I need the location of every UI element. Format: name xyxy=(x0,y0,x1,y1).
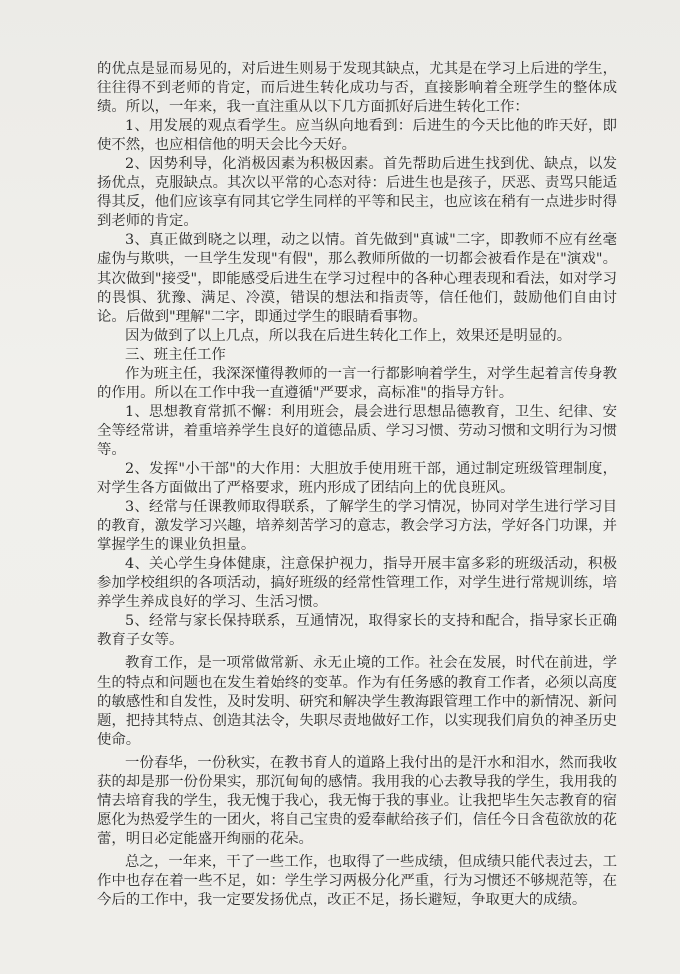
paragraph-item-3: 3、经常与任课教师取得联系，了解学生的学习情况，协同对学生进行学习目的教育，激发学习兴趣，培养刻苦学习的意志，教会学习方法，学好各门功课，并掌握学生的课业负担量。 xyxy=(97,499,617,554)
paragraph-item-5: 5、经常与家长保持联系，互通情况，取得家长的支持和配合，指导家长正确教育子女等。 xyxy=(97,613,617,649)
section-heading-3: 三、班主任工作 xyxy=(125,346,226,363)
paragraph-item-2: 2、发挥"小干部"的大作用：大胆放手使用班干部，通过制定班级管理制度，对学生各方面做出了严格要求，班内形成了团结向上的优良班风。 xyxy=(97,460,617,497)
paragraph-item-1: 1、思想教育常抓不懈：利用班会，晨会进行思想品德教育，卫生、纪律、安全等经常讲，着重培养学生良好的道德品质、学习习惯、劳动习惯和文明行为习惯等。 xyxy=(97,403,617,458)
paragraph-point-1: 1、用发展的观点看学生。应当纵向地看到：后进生的今天比他的昨天好，即使不然，也应相信他的明天会比今天好。 xyxy=(97,118,617,154)
paragraph-item-4: 4、关心学生身体健康，注意保护视力，指导开展丰富多彩的班级活动，积极参加学校组织的各项活动，搞好班级的经常性管理工作，对学生进行常规训练，培养学生养成良好的学习、生活习惯。 xyxy=(97,556,617,611)
paragraph-point-3: 3、真正做到晓之以理，动之以情。首先做到"真诚"二字，即教师不应有丝毫虚伪与欺哄，一旦学生发现"有假"，那么教师所做的一切都会被看作是在"演戏"。其次做到"接受"，即能感受后进生在学习过程中的各种心理表现和看法，如对学习的畏惧、犹豫、满足、冷漠，错误的想法和指责等，信任他们，鼓励他们自由讨论。后做到"理解"二字，即通过学生的眼睛看事物。 xyxy=(97,232,617,325)
paragraph-summary: 总之，一年来，干了一些工作，也取得了一些成绩，但成绩只能代表过去，工作中也存在着一些不足，如：学生学习两极分化严重，行为习惯还不够规范等，在今后的工作中，我一定要发扬优点，改正不足，扬长避短，争取更大的成绩。 xyxy=(97,853,617,909)
paragraph-intro: 的优点是显而易见的，对后进生则易于发现其缺点，尤其是在学习上后进的学生，往往得不到老师的肯定，而后进生转化成功与否，直接影响着全班学生的整体成绩。所以，一年来，我一直注重从以下几方面抓好后进生转化工作： xyxy=(97,61,617,116)
paragraph-conclusion-1: 因为做到了以上几点，所以我在后进生转化工作上，效果还是明显的。 xyxy=(125,327,572,344)
paragraph-class-teacher: 作为班主任，我深深懂得教师的一言一行都影响着学生，对学生起着言传身教的作用。所以在工作中我一直遵循"严要求，高标准"的指导方针。 xyxy=(97,365,617,401)
paragraph-education-work: 教育工作，是一项常做常新、永无止境的工作。社会在发展，时代在前进，学生的特点和问题也在发生着始终的变革。作为有任务感的教育工作者，必须以高度的敏感性和自发性，及时发明、研究和解决学生教海跟管理工作中的新情况、新问题，把持其特点、创造其法令，失职尽责地做好工作，以实现我们肩负的神圣历史使命。 xyxy=(97,655,617,748)
paragraph-point-2: 2、因势利导，化消极因素为积极因素。首先帮助后进生找到优、缺点，以发扬优点，克服缺点。其次以平常的心态对待：后进生也是孩子，厌恶、责骂只能适得其反，他们应该享有同其它学生同样的平等和民主，也应该在稍有一点进步时得到老师的肯定。 xyxy=(97,156,617,230)
paragraph-reflection: 一份春华，一份秋实，在教书育人的道路上我付出的是汗水和泪水，然而我收获的却是那一份份果实，那沉甸甸的感情。我用我的心去教导我的学生，我用我的情去培育我的学生，我无愧于我心，我无悔于我的事业。让我把毕生矢志教育的宿愿化为热爱学生的一团火，将自己宝贵的爱奉献给孩子们，信任今日含苞欲放的花蕾，明日必定能盛开绚丽的花朵。 xyxy=(97,754,617,847)
body-text xyxy=(97,60,617,910)
